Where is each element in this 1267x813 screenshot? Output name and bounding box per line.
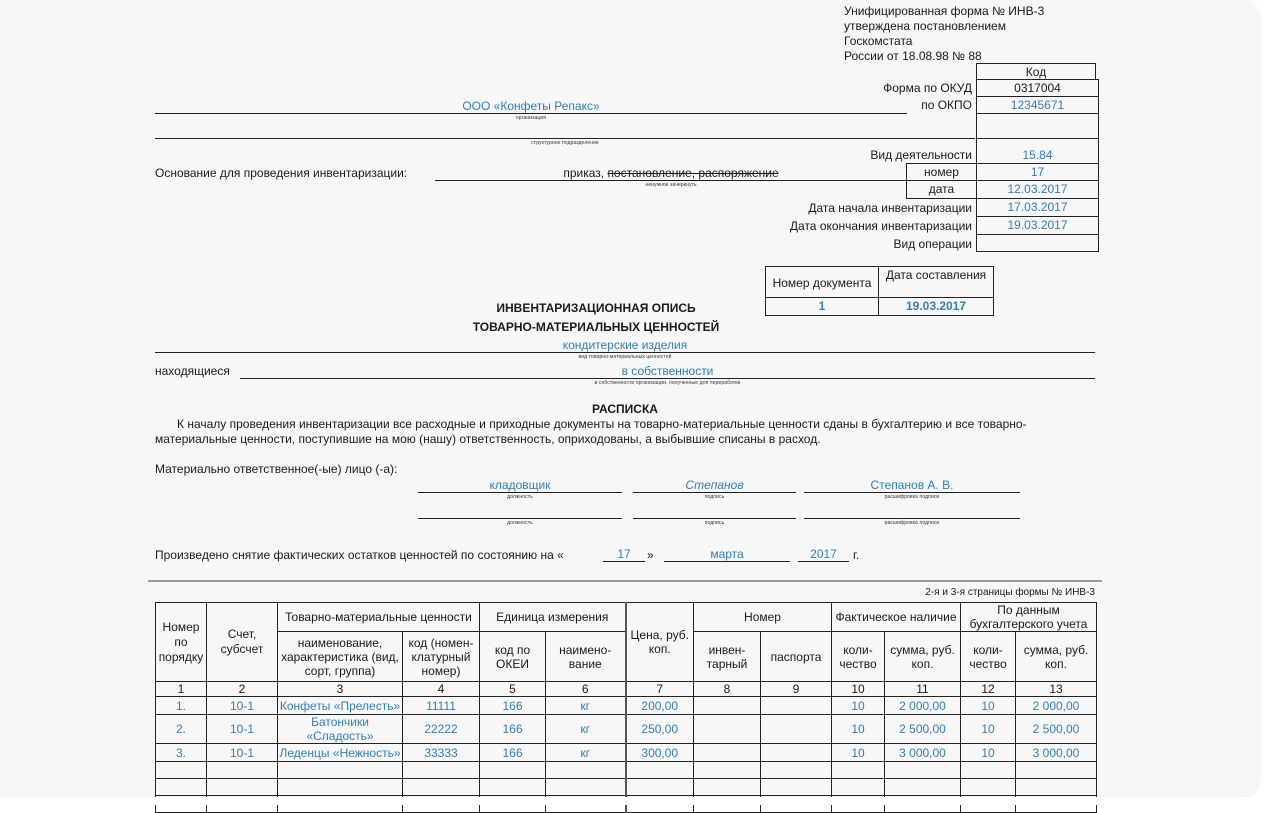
column-number: 12 [961, 682, 1016, 697]
cell-price: 200,00 [626, 697, 694, 715]
cell-row-number: 3. [156, 744, 207, 762]
form-note-line: утверждена постановлением [844, 19, 1006, 33]
column-number: 2 [207, 682, 278, 697]
signature-caption-2: подпись [704, 520, 725, 526]
snapshot-month: марта [664, 548, 790, 562]
responsible-label: Материально ответственное(-ые) лицо (-а): [155, 462, 398, 476]
position-line-2 [418, 518, 622, 519]
basis-value-plain: приказ, [563, 166, 608, 180]
cell-books-sum: 2 500,00 [1016, 715, 1097, 744]
header-actual-qty: коли-чество [832, 632, 885, 682]
activity-value: 15.84 [976, 138, 1099, 164]
document-title [440, 299, 752, 337]
okpo-value: 12345671 [976, 96, 1099, 114]
cell-books-qty: 10 [961, 697, 1016, 715]
cell-goods-name: Леденцы «Нежность» [279, 745, 401, 760]
cell-unit-name: кг [546, 715, 626, 744]
division-caption: структурное подразделение [531, 140, 599, 146]
column-number: 11 [885, 682, 961, 697]
form-note-line: Унифицированная форма № ИНВ-3 [844, 4, 1045, 18]
cell-passport [761, 697, 832, 715]
page-separator [148, 580, 1102, 582]
cell-books-qty: 10 [961, 744, 1016, 762]
cell-account: 10-1 [207, 744, 278, 762]
column-number: 5 [480, 682, 546, 697]
header-inventory-number: инвен-тарный [694, 632, 761, 682]
operation-value [976, 234, 1099, 252]
basis-caption: ненужное зачеркнуть [645, 182, 697, 188]
cell-unit-code: 166 [480, 697, 546, 715]
cell-unit-name: кг [546, 744, 626, 762]
located-value: в собственности [621, 364, 714, 378]
cell-passport [761, 744, 832, 762]
cell-actual-sum: 2 500,00 [885, 715, 961, 744]
goods-kind-caption: вид товарно-материальных ценностей [578, 354, 672, 360]
column-number: 4 [403, 682, 480, 697]
cell-books-sum: 2 000,00 [1016, 697, 1097, 715]
cell-actual-qty: 10 [832, 697, 885, 715]
receipt-title: РАСПИСКА [592, 402, 658, 416]
start-date-label: Дата начала инвентаризации [808, 201, 972, 215]
column-numbers-row [156, 682, 1097, 697]
basis-value [435, 166, 907, 180]
okud-label: Форма по ОКУД [883, 81, 972, 95]
okud-value: 0317004 [976, 79, 1099, 97]
snapshot-label: Произведено снятие фактических остатков ценностей по состоянию на « [155, 548, 564, 562]
column-number: 13 [1016, 682, 1097, 697]
order-date-value: 12.03.2017 [976, 180, 1099, 199]
decoded-line-2 [804, 518, 1020, 519]
column-number: 1 [156, 682, 207, 697]
inventory-table [155, 602, 1097, 813]
header-books-sum: сумма, руб. коп. [1016, 632, 1097, 682]
receipt-text: К началу проведения инвентаризации все расходные и приходные документы на товарно-материальные ценности сданы в бухгалтерию и все товарно-материальные ценности, поступившие на мою (нашу) ответственность, оприходованы, а выбывшие списаны в расход. [155, 417, 1027, 446]
division-line [155, 138, 975, 139]
decoded-line [804, 492, 1020, 493]
cell-unit-code: 166 [480, 715, 546, 744]
end-date-label: Дата окончания инвентаризации [789, 219, 972, 233]
operation-label: Вид операции [893, 237, 972, 251]
form-note-line: Госкомстата [844, 34, 913, 48]
cell-books-qty: 10 [961, 715, 1016, 744]
basis-line [435, 180, 907, 181]
cell-price: 250,00 [626, 715, 694, 744]
order-date-label: дата [906, 180, 977, 199]
organization-line [155, 113, 907, 114]
located-caption: в собственности организации, полученные для переработки [594, 380, 741, 386]
code-header: Код [976, 63, 1096, 80]
header-unit: Единица измерения [480, 603, 626, 632]
table-row-empty [156, 762, 1097, 779]
doc-number-value: 1 [765, 297, 879, 316]
doc-number-header: Номер документа [765, 266, 879, 298]
signature-caption: подпись [704, 494, 725, 500]
header-goods: Товарно-материальные ценности [278, 603, 480, 632]
organization-name: ООО «Конфеты Репакс» [462, 99, 600, 113]
activity-label: Вид деятельности [870, 148, 972, 162]
start-date-value: 17.03.2017 [976, 198, 1099, 217]
cell-goods-name: Конфеты «Прелесть» [278, 697, 403, 715]
order-number-label: номер [906, 163, 977, 181]
cell-goods-code: 22222 [403, 715, 480, 744]
cell-actual-sum: 2 000,00 [885, 697, 961, 715]
header-number: Номер [694, 603, 832, 632]
column-number: 3 [278, 682, 403, 697]
goods-kind-value: кондитерские изделия [562, 338, 688, 352]
cell-account: 10-1 [207, 697, 278, 715]
organization-caption: организация [515, 115, 547, 121]
form-header-note [844, 4, 1044, 64]
goods-kind-line [155, 352, 1095, 353]
cell-row-number: 1. [156, 697, 207, 715]
cell-goods-name: Батончики «Сладость» [278, 715, 403, 744]
snapshot-year-suffix: г. [853, 548, 860, 562]
cell-inventory-number [694, 697, 761, 715]
header-actual: Фактическое наличие [832, 603, 961, 632]
table-row-empty [156, 779, 1097, 796]
column-number: 10 [832, 682, 885, 697]
header-unit-name: наимено-вание [546, 632, 626, 682]
table-row [156, 715, 1097, 744]
position-line [418, 492, 622, 493]
snapshot-day: 17 [603, 548, 645, 562]
cell-price: 300,00 [626, 744, 694, 762]
responsible-position: кладовщик [489, 478, 551, 492]
header-goods-name: наименование, характеристика (вид, сорт, группа) [278, 632, 403, 682]
basis-label: Основание для проведения инвентаризации: [155, 166, 408, 180]
responsible-signature: Степанов [685, 478, 744, 492]
cell-actual-qty: 10 [832, 744, 885, 762]
doc-date-header: Дата составления [878, 266, 994, 298]
table-row [156, 744, 1097, 762]
responsible-decoded: Степанов А. В. [870, 478, 954, 492]
table-page-note: 2-я и 3-я страницы формы № ИНВ-3 [925, 587, 1095, 598]
cell-inventory-number [694, 744, 761, 762]
title-line-2: ТОВАРНО-МАТЕРИАЛЬНЫХ ЦЕННОСТЕЙ [472, 320, 720, 334]
page-bottom-edge [0, 797, 1267, 805]
cell-actual-qty: 10 [832, 715, 885, 744]
signature-line-2 [633, 518, 796, 519]
end-date-value: 19.03.2017 [976, 216, 1099, 235]
division-code-cell [976, 113, 1099, 139]
header-books: По данным бухгалтерского учета [961, 603, 1097, 632]
cell-unit-code: 166 [480, 744, 546, 762]
header-unit-code: код по ОКЕИ [480, 632, 546, 682]
basis-value-struck: постановление, распоряжение [607, 166, 779, 180]
header-books-qty: коли-чество [961, 632, 1016, 682]
decoded-caption-2: расшифровка подписи [884, 520, 940, 526]
table-header-row [156, 603, 1097, 632]
column-number: 9 [761, 682, 832, 697]
cell-account: 10-1 [207, 715, 278, 744]
header-goods-code: код (номен-клатурный номер) [403, 632, 480, 682]
cell-goods-code: 11111 [403, 697, 480, 715]
position-caption-2: должность [507, 520, 533, 526]
header-price: Цена, руб. коп. [626, 603, 694, 682]
column-number: 7 [626, 682, 694, 697]
doc-date-value: 19.03.2017 [878, 297, 994, 316]
header-passport-number: паспорта [761, 632, 832, 682]
cell-books-sum: 3 000,00 [1016, 744, 1097, 762]
cell-unit-name: кг [546, 697, 626, 715]
form-note-line: России от 18.08.98 № 88 [844, 49, 982, 63]
snapshot-close-quote: » [647, 548, 654, 562]
decoded-caption: расшифровка подписи [884, 494, 940, 500]
header-row-number: Номер по порядку [156, 603, 207, 682]
order-number-value: 17 [976, 163, 1099, 181]
cell-actual-sum: 3 000,00 [885, 744, 961, 762]
snapshot-year: 2017 [798, 548, 849, 562]
located-label: находящиеся [155, 364, 230, 378]
cell-inventory-number [694, 715, 761, 744]
table-row [156, 697, 1097, 715]
cell-goods-code: 33333 [403, 744, 480, 762]
header-account: Счет, субсчет [207, 603, 278, 682]
signature-line [633, 492, 796, 493]
cell-row-number: 2. [156, 715, 207, 744]
title-line-1: ИНВЕНТАРИЗАЦИОННАЯ ОПИСЬ [496, 301, 696, 315]
okpo-label: по ОКПО [921, 98, 972, 112]
header-actual-sum: сумма, руб. коп. [885, 632, 961, 682]
position-caption: должность [507, 494, 533, 500]
column-number: 8 [694, 682, 761, 697]
cell-passport [761, 715, 832, 744]
column-number: 6 [546, 682, 626, 697]
located-line [240, 378, 1095, 379]
